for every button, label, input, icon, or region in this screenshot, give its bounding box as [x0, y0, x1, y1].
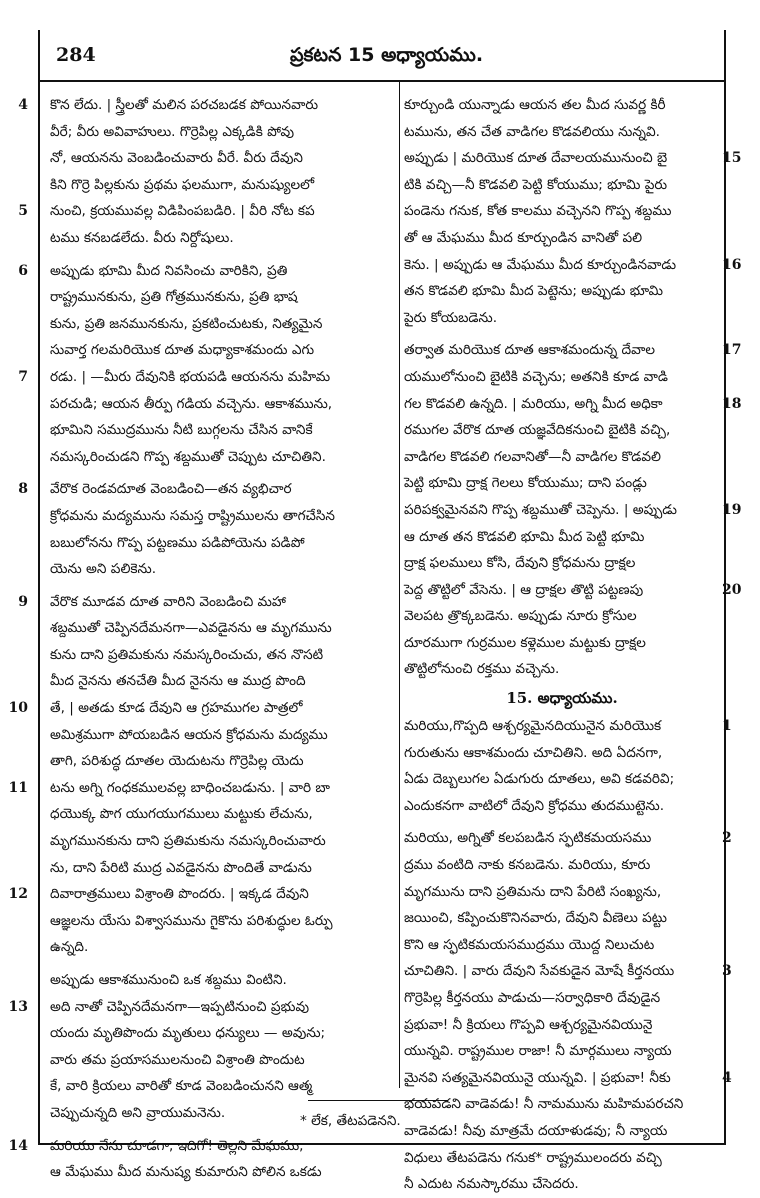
- chapter-heading: 15. అధ్యాయము.: [506, 689, 618, 708]
- verse-number: 16: [722, 256, 742, 273]
- footnote: * లేక, తేటపడెనని.: [300, 1113, 401, 1129]
- line-text: మరియు నేను చూడగా, ఇదిగో! తెల్లని మేఘము;: [50, 1137, 304, 1154]
- text-line: [18, 258, 395, 285]
- line-text: వేరొక మూడవ దూత వారిని వెంబడించి మహా: [50, 593, 286, 610]
- line-text: సువార్త గలమరియొక దూత మధ్యాకాశమందు ఎగు: [50, 342, 315, 359]
- text-line: [404, 825, 732, 852]
- line-text: ఆజ్ఞలను యేసు విశ్వాసమును గైకొను పరిశుద్ధుల ఓర్పు: [50, 912, 333, 929]
- line-text: పెద్ద తొట్టిలో వేసెను. | ఆ ద్రాక్షల తొట్టి పట్టణపు: [404, 581, 644, 598]
- line-text: మీద నైనను తనచేతి మీద నైనను ఆ ముద్ర పొంది: [50, 673, 306, 690]
- line-text: తాగి, పరిశుద్ధ దూతల యెదుటను గొర్రెపిల్ల యెదు: [50, 753, 304, 770]
- text-line: [50, 444, 395, 471]
- verse-number: 2: [722, 830, 732, 847]
- text-line: [404, 252, 742, 279]
- line-text: వీరే; వీరు అవివాహులు. గొర్రెపిల్ల ఎక్కడికి పోవు: [50, 123, 295, 140]
- line-text: వారు తమ ప్రయాసములనుంచి విశ్రాంతి పొందుట: [50, 1051, 305, 1068]
- line-text: కొని ఆ స్ఫటికమయసముద్రము యొద్ద నిలుచుట: [404, 936, 655, 953]
- text-line: [50, 172, 395, 199]
- line-text: రడు. | —మీరు దేవునికి భయపడి ఆయనను మహిమ: [50, 368, 331, 385]
- line-text: వాడిగల కొడవలి గలవానితో—నీ వాడిగల కొడవలి: [404, 448, 661, 465]
- text-line: [8, 1133, 395, 1160]
- text-line: [50, 642, 395, 669]
- line-text: పైరు కోయబడెను.: [404, 309, 498, 326]
- line-text: అప్పుడు భూమి మీద నివసించు వారికిని, ప్రతి: [50, 262, 288, 279]
- line-text: అప్పుడు ఆకాశమునుంచి ఒక శబ్దము వింటిని.: [50, 972, 287, 988]
- text-line: [404, 198, 720, 225]
- line-text: కిని గొర్రె పిల్లకును ప్రథమ ఫలముగా, మనుష్యులలో: [50, 176, 315, 193]
- verse-number: 10: [8, 700, 28, 717]
- verse-number: 19: [722, 501, 742, 518]
- line-text: ఉన్నది.: [50, 939, 89, 956]
- line-text: పెట్టి భూమి ద్రాక్ష గెలలు కోయుము; దాని పండ్లు: [404, 475, 647, 492]
- text-line: [404, 958, 732, 985]
- line-text: నీ ఎదుట నమస్కారము చేసెదరు.: [404, 1176, 579, 1193]
- text-line: [404, 630, 720, 657]
- line-text: పండెను గనుక, కోత కాలము వచ్చెనని గొప్ప శబ్దము: [404, 203, 672, 220]
- line-text: గురుతును ఆకాశమందు చూచితిని. అది ఏదనగా,: [404, 744, 663, 761]
- text-line: [50, 828, 395, 855]
- text-line: [404, 497, 742, 524]
- line-text: నుంచి, క్రయమువల్ల విడిపింపబడిరి. | వీరి నోట కప: [50, 203, 315, 220]
- line-text: ఆ దూత తన కొడవలి భూమి మీద పెట్టి భూమి: [404, 528, 645, 545]
- line-text: యందు మృతిపొందు మృతులు ధన్యులు — అవును;: [50, 1025, 326, 1042]
- text-line: [50, 503, 395, 530]
- verse-number: 20: [722, 581, 742, 598]
- verse-number: 6: [18, 262, 28, 279]
- text-line: [404, 1038, 720, 1065]
- text-line: [50, 284, 395, 311]
- text-line: [50, 1020, 395, 1047]
- text-line: [50, 934, 395, 961]
- text-line: [50, 908, 395, 935]
- text-line: [18, 589, 395, 616]
- line-text: యెను అని పలికెను.: [50, 561, 157, 578]
- text-line: [50, 145, 395, 172]
- left-border: [38, 30, 40, 1145]
- verse-number: 12: [8, 886, 28, 903]
- line-text: ద్రాక్ష ఫలములు కోసి, దేవుని క్రోధమను ద్రాక్షల: [404, 555, 636, 572]
- text-line: [404, 932, 720, 959]
- text-line: [404, 1118, 720, 1145]
- text-line: [404, 391, 742, 418]
- text-line: [8, 775, 395, 802]
- text-line: [18, 92, 395, 119]
- line-text: కును దాని ప్రతిమకును నమస్కరించుచు, తన నొసటి: [50, 646, 324, 663]
- line-text: తొట్టిలోనుంచి రక్తము వచ్చెను.: [404, 661, 560, 678]
- verse-number: 8: [18, 481, 28, 498]
- text-line: [404, 1012, 720, 1039]
- text-line: [50, 748, 395, 775]
- line-text: వేరొక రెండవదూత వెంబడించి—తన వ్యభిచార: [50, 481, 292, 498]
- text-line: [404, 1091, 720, 1118]
- line-text: యములోనుంచి బైటికి వచ్చెను; అతనికి కూడ వాడి: [404, 368, 668, 385]
- page-number: 284: [56, 44, 96, 66]
- line-text: తే, | అతడు కూడ దేవుని ఆ గ్రహముగల పాత్రలో: [50, 700, 303, 717]
- line-text: భయపడని వాడెవడు! నీ నామమును మహిమపరచని: [404, 1096, 684, 1113]
- line-text: టమును, తన చేత వాడిగల కొడవలియు నున్నవి.: [404, 123, 660, 140]
- text-line: [404, 364, 720, 391]
- verse-number: 11: [8, 779, 28, 796]
- text-line: [404, 766, 720, 793]
- verse-number: 18: [722, 395, 742, 412]
- text-line: [404, 1171, 720, 1198]
- text-line: [8, 881, 395, 908]
- line-text: యున్నవి. రాష్ట్రముల రాజా! నీ మార్గములు న్యాయ: [404, 1043, 672, 1060]
- verse-number: 17: [722, 342, 742, 359]
- text-line: [404, 417, 720, 444]
- line-text: శబ్దముతో చెప్పినదేమనగా—ఎవడైనను ఆ మృగమును: [50, 620, 332, 637]
- line-text: కూర్చుండి యున్నాడు ఆయన తల మీద సువర్ణ కిరీ: [404, 97, 666, 113]
- text-line: [50, 1047, 395, 1074]
- line-text: మరియు, అగ్నితో కలపబడిన స్ఫటికమయసము: [404, 830, 652, 847]
- verse-number: 7: [18, 368, 28, 385]
- text-line: [404, 577, 742, 604]
- line-text: అమిశ్రముగా పోయబడిన ఆయన క్రోధమను మద్యము: [50, 726, 328, 743]
- text-line: [404, 92, 720, 119]
- line-text: తో ఆ మేఘము మీద కూర్చుండిన వానితో పలి: [404, 229, 643, 246]
- text-line: [50, 722, 395, 749]
- text-line: [50, 855, 395, 882]
- line-text: విధులు తేటపడెను గనుక* రాష్ట్రములందరు వచ్చి: [404, 1149, 662, 1166]
- line-text: చూచితిని. | వారు దేవుని సేవకుడైన మోషే కీర్తనయు: [404, 963, 675, 980]
- line-text: కెను. | అప్పుడు ఆ మేఘము మీద కూర్చుండినవాడు: [404, 256, 677, 273]
- text-line: [18, 364, 395, 391]
- right-column: [404, 92, 742, 1198]
- text-line: [404, 879, 720, 906]
- line-text: దివారాత్రములు విశ్రాంతి పొందరు. | ఇక్కడ దేవుని: [50, 886, 309, 903]
- text-line: [404, 172, 720, 199]
- text-line: [50, 556, 395, 583]
- verse-number: 9: [18, 593, 28, 610]
- line-text: ఆ మేఘము మీద మనుష్య కుమారుని పోలిన ఒకడు: [50, 1164, 322, 1181]
- line-text: ను, దాని పేరిటి ముద్ర ఎవడైనను పొందితే వాడును: [50, 859, 312, 876]
- verse-number: 4: [722, 1069, 732, 1086]
- line-text: రాష్ట్రమునకును, ప్రతి గోత్రమునకును, ప్రతి భాష: [50, 289, 298, 306]
- text-line: [50, 417, 395, 444]
- page-title: ప్రకటన 15 అధ్యాయము.: [290, 44, 484, 66]
- line-text: ప్రభువా! నీ క్రియలు గొప్పవి ఆశ్చర్యమైనవియునై: [404, 1016, 653, 1033]
- text-line: [404, 524, 720, 551]
- verse-number: 4: [18, 97, 28, 113]
- text-line: [404, 305, 720, 332]
- text-line: [18, 198, 395, 225]
- text-line: [50, 1073, 395, 1100]
- text-line: [404, 145, 742, 172]
- line-text: తన కొడవలి భూమి మీద పెట్టెను; అప్పుడు భూమి: [404, 283, 664, 300]
- line-text: రముగల వేరొక దూత యజ్ఞవేదికనుంచి బైటికి వచ్చి,: [404, 422, 671, 439]
- verse-number: 3: [722, 963, 732, 980]
- left-column: [8, 92, 395, 1186]
- line-text: టము కనబడలేదు. వీరు నిర్దోషులు.: [50, 229, 234, 246]
- line-text: చెప్పుచున్నది అని వ్రాయుమనెను.: [50, 1104, 226, 1121]
- line-text: ఎందుకనగా వాటిలో దేవుని క్రోధము తుదముట్టెను.: [404, 797, 665, 814]
- line-text: గల కొడవలి ఉన్నది. | మరియు, అగ్ని మీద అధికా: [404, 395, 663, 412]
- text-line: [404, 713, 732, 740]
- line-text: భూమిని సముద్రమును నీటి బుగ్గలను చేసిన వానికే: [50, 422, 313, 439]
- text-line: [50, 530, 395, 557]
- verse-number: 5: [18, 203, 28, 220]
- line-text: దూరముగా గుర్రముల కళ్లెముల మట్టుకు ద్రాక్షల: [404, 634, 646, 651]
- text-line: [8, 695, 395, 722]
- text-line: [18, 476, 395, 503]
- text-line: [404, 470, 720, 497]
- text-line: [404, 337, 742, 364]
- line-text: మృగమునకును దాని ప్రతిమకును నమస్కరించువారు: [50, 833, 326, 850]
- text-line: [8, 994, 395, 1021]
- line-text: తర్వాత మరియొక దూత ఆకాశమందున్న దేవాల: [404, 342, 655, 359]
- text-line: [404, 985, 720, 1012]
- text-line: [50, 615, 395, 642]
- verse-number: 1: [722, 718, 732, 735]
- line-text: బబులోనను గొప్ప పట్టణము పడిపోయెను పడిపో: [50, 534, 305, 551]
- line-text: అప్పుడు | మరియొక దూత దేవాలయమునుంచి బై: [404, 150, 668, 167]
- line-text: టికి వచ్చి—నీ కొడవలి పెట్టి కోయుము; భూమి పైరు: [404, 176, 668, 193]
- text-line: [404, 550, 720, 577]
- verse-number: 13: [8, 998, 28, 1015]
- verse-number: 15: [722, 150, 742, 167]
- line-text: మైనవి సత్యమైనవియునై యున్నవి. | ప్రభువా! నీకు: [404, 1069, 671, 1086]
- line-text: జయించి, కప్పించుకొనినవారు, దేవుని వీణెలు పట్టు: [404, 910, 667, 927]
- column-divider: [399, 82, 400, 1088]
- line-text: వెలపట త్రొక్కబడెను. అప్పుడు నూరు క్రోసుల: [404, 608, 637, 625]
- text-line: [50, 225, 395, 252]
- line-text: కే, వారి క్రియలు వారితో కూడ వెంబడించునని ఆత్మ: [50, 1078, 313, 1095]
- line-text: మరియు,గొప్పది ఆశ్చర్యమైనదియునైన మరియొక: [404, 718, 662, 735]
- text-line: [404, 905, 720, 932]
- line-text: క్రోధమను మద్యమును సమస్త రాష్ట్రిములను తాగచేసిన: [50, 507, 335, 524]
- text-line: [404, 740, 720, 767]
- text-line: [50, 311, 395, 338]
- line-text: ఏడు దెబ్బలుగల ఏడుగురు దూతలు, అవి కడవరివి;: [404, 771, 675, 788]
- verse-number: 14: [8, 1137, 28, 1154]
- text-line: [404, 444, 720, 471]
- text-line: [50, 668, 395, 695]
- line-text: ద్రము వంటిది నాకు కనబడెను. మరియు, కూరు: [404, 857, 651, 874]
- text-line: [50, 119, 395, 146]
- text-line: [404, 656, 720, 683]
- text-line: [404, 793, 720, 820]
- text-line: [404, 278, 720, 305]
- line-text: టను అగ్ని గంధకములవల్ల బాధించబడును. | వారి బా: [50, 779, 330, 796]
- text-line: [404, 119, 720, 146]
- line-text: పరిపక్వమైనవని గొప్ప శబ్దముతో చెప్పెను. | అప్పుడు: [404, 501, 677, 518]
- text-line: [404, 852, 720, 879]
- line-text: కును, ప్రతి జనమునకును, ప్రకటించుటకు, నిత్యమైన: [50, 315, 323, 332]
- text-line: [50, 801, 395, 828]
- line-text: గొర్రెపిల్ల కీర్తనయు పాడుచు—సర్వాధికారి దేవుడైన: [404, 990, 661, 1006]
- line-text: ధయొక్క పొగ యుగయుగములు మట్టుకు లేచును,: [50, 806, 313, 823]
- text-line: [404, 1065, 732, 1092]
- text-line: [50, 1159, 395, 1186]
- line-text: నో, ఆయనను వెంబడించువారు వీరే. వీరు దేవుని: [50, 150, 303, 167]
- text-line: [404, 1145, 720, 1172]
- line-text: నమస్కరించుడని గొప్ప శబ్దముతో చెప్పుట చూచితిని.: [50, 448, 326, 465]
- line-text: అది నాతో చెప్పినదేమనగా—ఇప్పటినుంచి ప్రభువు: [50, 998, 310, 1015]
- text-line: [50, 337, 395, 364]
- text-line: [50, 967, 395, 994]
- line-text: వాడెవడు! నీవు మాత్రమే దయాళుడవు; నీ న్యాయ: [404, 1122, 668, 1139]
- line-text: కొన లేదు. | స్త్రీలతో మలిన పరచబడక పోయినవారు: [50, 97, 319, 113]
- text-line: [404, 225, 720, 252]
- text-line: [50, 391, 395, 418]
- header-rule: [38, 80, 724, 82]
- line-text: మృగమును దాని ప్రతిమను దాని పేరిటి సంఖ్యను,: [404, 883, 662, 900]
- line-text: పరచుడి; ఆయన తీర్పు గడియ వచ్చెను. ఆకాశమును,: [50, 395, 333, 412]
- text-line: [404, 603, 720, 630]
